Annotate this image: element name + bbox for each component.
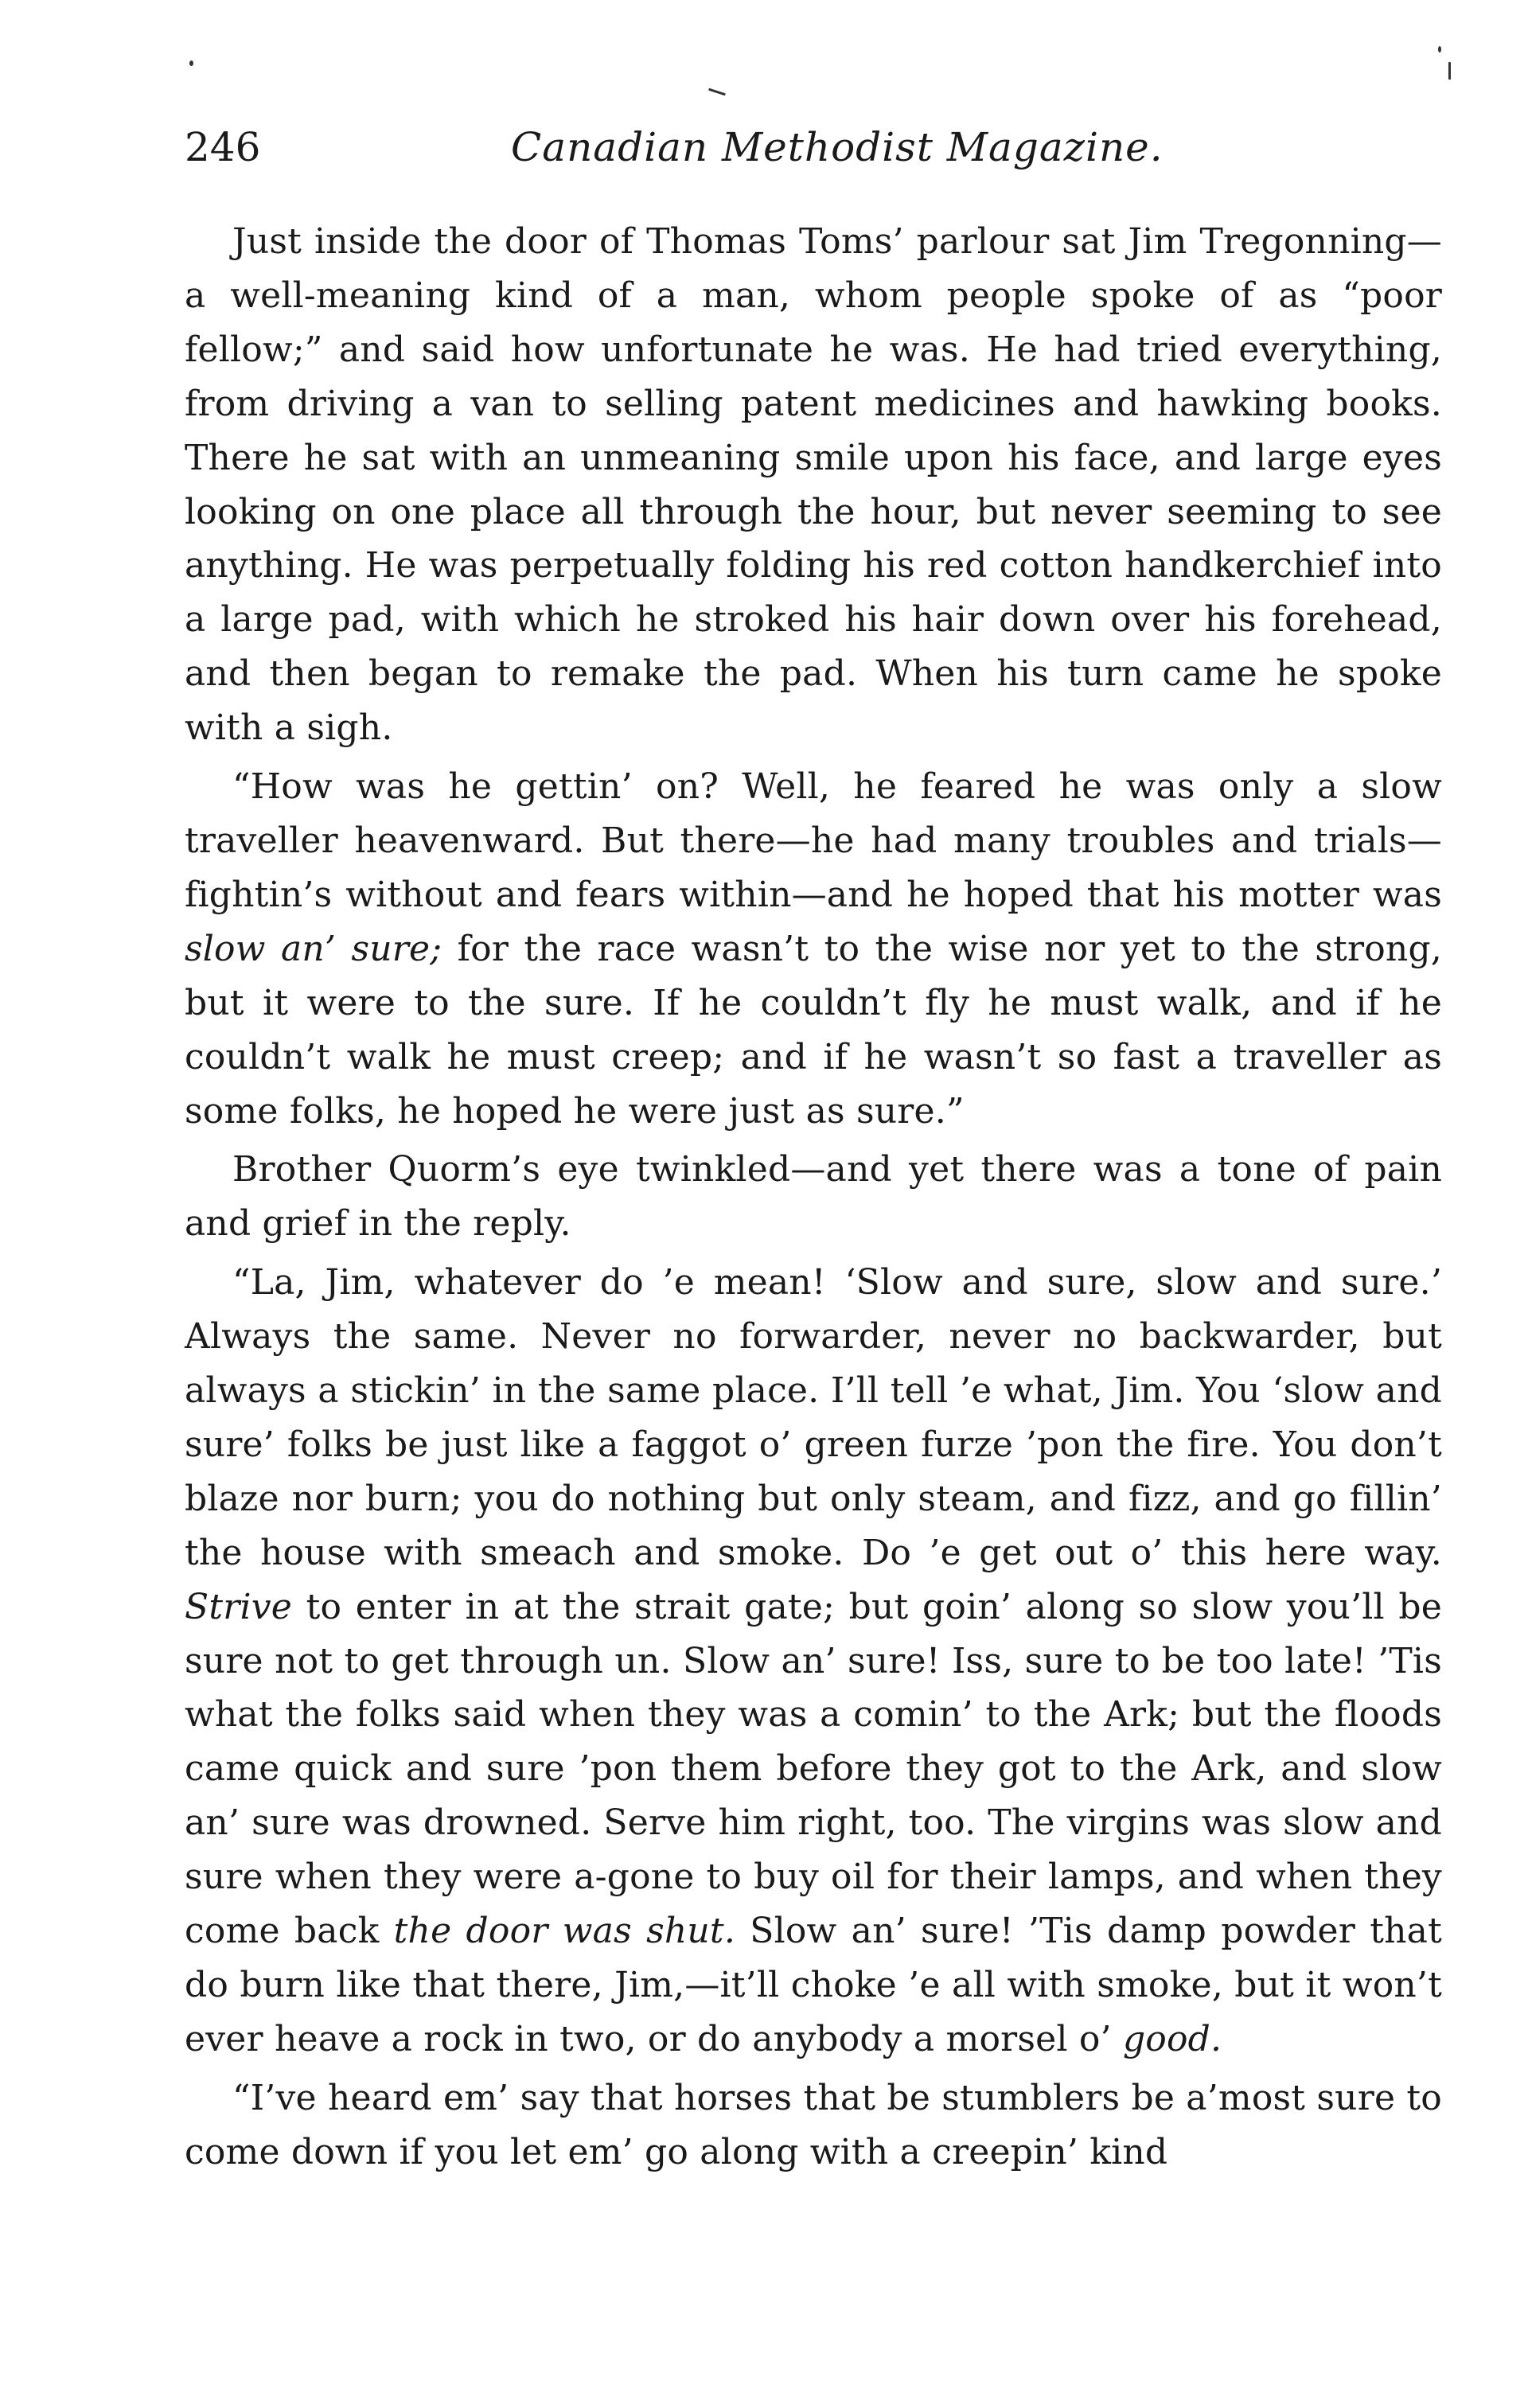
- paragraph-text: “La, Jim, whatever do ’e mean! ‘Slow and sure, slow and sure.’ Always the same. Never no forwarder, never no backwarder, but always a stickin’ in the same place. I’ll tell ’e what, Jim. You ‘slow and sure’ folks be just like a faggot o’ green furze ’pon the fire. You don’t blaze nor burn; you do nothing but only steam, and fizz, and go fillin’ the house with smeach and smoke. Do ’e get out o’ this here way.: [185, 1262, 1442, 1573]
- paragraph: [185, 1143, 1442, 1251]
- page-number: 246: [185, 124, 261, 170]
- emphasis-text: slow an’ sure;: [185, 928, 442, 969]
- paragraph-text: “I’ve heard em’ say that horses that be stumblers be a’most sure to come down if you let em’ go along with a creepin’ kind: [185, 2077, 1442, 2172]
- paragraph-text: for the race wasn’t to the wise nor yet to the strong, but it were to the sure. If he couldn’t fly he must walk, and if he couldn’t walk he must creep; and if he wasn’t so fast a traveller as some folks, he hoped he were just as sure.”: [185, 928, 1442, 1132]
- journal-title: Canadian Methodist Magazine.: [511, 124, 1164, 170]
- article-body: [185, 215, 1442, 2180]
- running-head: [185, 111, 1442, 183]
- print-speck: [708, 88, 726, 96]
- paragraph: [185, 1256, 1442, 2067]
- paragraph: [185, 215, 1442, 755]
- paragraph: [185, 760, 1442, 1138]
- paragraph-text: Brother Quorm’s eye twinkled—and yet there was a tone of pain and grief in the reply.: [185, 1149, 1442, 1245]
- paragraph-text: to enter in at the strait gate; but goin’ along so slow you’ll be sure not to get through un. Slow an’ sure! Iss, sure to be too late! ’Tis what the folks said when they was a comin’ to the Ark; but the floods came quick and sure ’pon them before they got to the Ark, and slow an’ sure was drowned. Serve him right, too. The virgins was slow and sure when they were a-gone to buy oil for their lamps, and when they come back: [185, 1586, 1442, 1952]
- paragraph-text: Just inside the door of Thomas Toms’ parlour sat Jim Tregonning—a well-meaning kind of a man, whom people spoke of as “poor fellow;” and said how unfortunate he was. He had tried everything, from driving a van to selling patent medicines and hawking books. There he sat with an unmeaning smile upon his face, and large eyes looking on one place all through the hour, but never seeming to see anything. He was perpetually folding his red cotton handkerchief into a large pad, with which he stroked his hair down over his forehead, and then began to remake the pad. When his turn came he spoke with a sigh.: [185, 221, 1442, 749]
- page: [185, 111, 1442, 2180]
- paragraph-text: “How was he gettin’ on? Well, he feared he was only a slow traveller heavenward. But there—he had many troubles and trials—fightin’s without and fears within—and he hoped that his motter was: [185, 766, 1442, 915]
- paragraph: [185, 2071, 1442, 2180]
- emphasis-text: the door was shut.: [393, 1911, 736, 1952]
- paragraph-text: Slow an’ sure! ’Tis damp powder that do burn like that there, Jim,—it’ll choke ’e all with smoke, but it won’t ever heave a rock in two, or do anybody a morsel o’: [185, 1911, 1442, 2059]
- print-speck: [1438, 46, 1441, 53]
- emphasis-text: Strive: [185, 1586, 293, 1627]
- emphasis-text: good.: [1122, 2018, 1222, 2059]
- print-speck: [1448, 62, 1451, 80]
- print-speck: [189, 60, 193, 66]
